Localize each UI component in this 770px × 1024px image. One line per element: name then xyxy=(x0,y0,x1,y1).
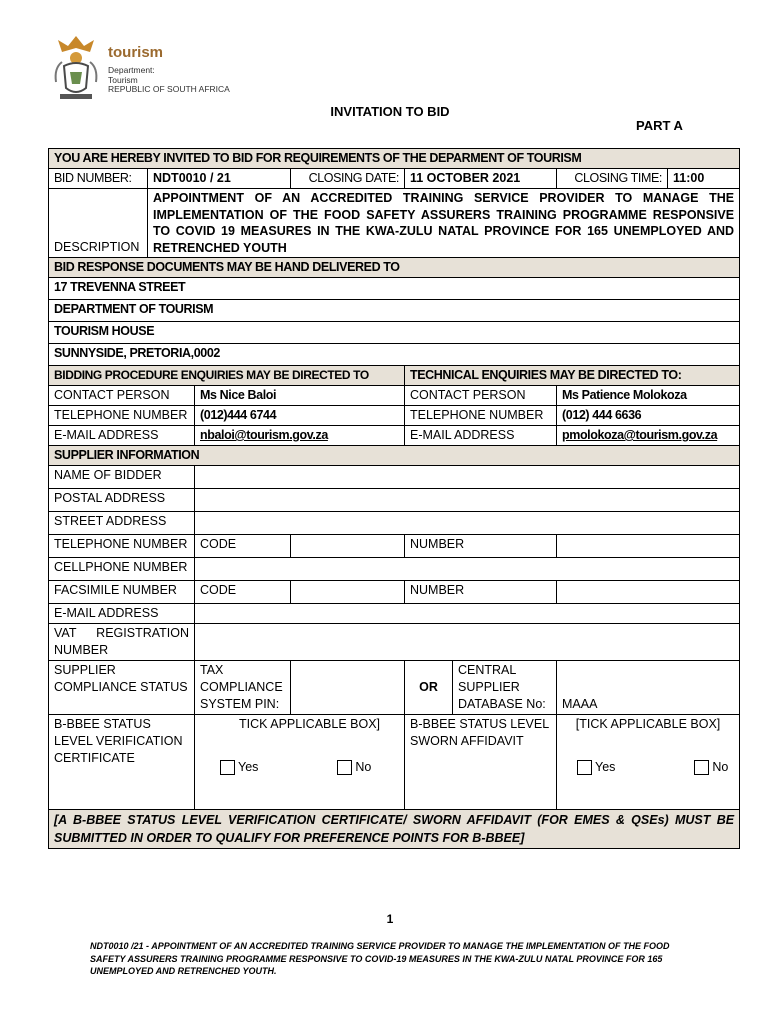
technical-enquiries-heading: TECHNICAL ENQUIRIES MAY BE DIRECTED TO: xyxy=(405,366,740,386)
bidding-enquiries-heading: BIDDING PROCEDURE ENQUIRIES MAY BE DIRECTED TO xyxy=(49,366,405,386)
facsimile-label: FACSIMILE NUMBER xyxy=(49,581,195,604)
yes-label: Yes xyxy=(238,760,259,774)
department-text: Department: Tourism REPUBLIC OF SOUTH AFRICA xyxy=(108,65,230,94)
delivery-line: TOURISM HOUSE xyxy=(49,322,740,344)
bidding-email-link[interactable]: nbaloi@tourism.gov.za xyxy=(195,426,405,446)
email-label: E-MAIL ADDRESS xyxy=(405,426,557,446)
page-number: 1 xyxy=(386,912,394,926)
tick-instruction: TICK APPLICABLE BOX] xyxy=(238,717,381,731)
no-label: No xyxy=(712,760,729,774)
bidder-name-field[interactable] xyxy=(195,466,740,489)
delivery-heading: BID RESPONSE DOCUMENTS MAY BE HAND DELIVERED TO xyxy=(49,258,740,278)
street-address-field[interactable] xyxy=(195,512,740,535)
email-address-field[interactable] xyxy=(195,604,740,624)
fax-number-field[interactable] xyxy=(557,581,740,604)
supplier-info-heading: SUPPLIER INFORMATION xyxy=(49,446,740,466)
technical-email-link[interactable]: pmolokoza@tourism.gov.za xyxy=(557,426,740,446)
bid-number: NDT0010 / 21 xyxy=(148,169,291,189)
bidding-contact: Ms Nice Baloi xyxy=(195,386,405,406)
fax-code-field[interactable] xyxy=(291,581,405,604)
telephone-code-field[interactable] xyxy=(291,535,405,558)
no-checkbox[interactable] xyxy=(694,760,709,775)
department-logo xyxy=(50,26,240,116)
cellphone-field[interactable] xyxy=(195,558,740,581)
description-label: DESCRIPTION xyxy=(49,189,148,258)
csd-label: CENTRAL SUPPLIER DATABASE No: xyxy=(453,661,557,715)
vat-label: VAT REGISTRATION NUMBER xyxy=(49,624,195,661)
document-title: INVITATION TO BID xyxy=(330,104,450,119)
code-label: CODE xyxy=(195,581,291,604)
phone-label: TELEPHONE NUMBER xyxy=(405,406,557,426)
telephone-label: TELEPHONE NUMBER xyxy=(49,535,195,558)
invitation-heading: YOU ARE HEREBY INVITED TO BID FOR REQUIREMENTS OF THE DEPARMENT OF TOURISM xyxy=(49,149,740,169)
footer-text: NDT0010 /21 - APPOINTMENT OF AN ACCREDITED TRAINING SERVICE PROVIDER TO MANAGE THE IMPLEMENTATION OF THE FOOD SAFETY ASSURERS TRAINING PROGRAMME RESPONSIVE TO COVID-19 MEASURES IN THE KWA-ZULU NATAL PROVINCE FOR 165 UNEMPLOYED AND RETRENCHED YOUTH. xyxy=(90,941,670,976)
bbbee-note: [A B-BBEE STATUS LEVEL VERIFICATION CERTIFICATE/ SWORN AFFIDAVIT (FOR EMES & QSEs) MUST BE SUBMITTED IN ORDER TO QUALIFY FOR PREFERENCE POINTS FOR B-BBEE] xyxy=(49,810,740,849)
yes-label: Yes xyxy=(595,760,616,774)
compliance-status-label: SUPPLIER COMPLIANCE STATUS xyxy=(49,661,195,715)
cellphone-label: CELLPHONE NUMBER xyxy=(49,558,195,581)
bbbee-certificate-options xyxy=(195,715,405,810)
bbbee-affidavit-options xyxy=(557,715,740,810)
no-checkbox[interactable] xyxy=(337,760,352,775)
closing-time: 11:00 xyxy=(668,169,740,189)
part-label: PART A xyxy=(636,118,683,133)
vat-field[interactable] xyxy=(195,624,740,661)
csd-number-field[interactable] xyxy=(557,661,740,715)
csd-prefix: MAAA xyxy=(562,697,598,711)
phone-label: TELEPHONE NUMBER xyxy=(49,406,195,426)
postal-address-field[interactable] xyxy=(195,489,740,512)
description: APPOINTMENT OF AN ACCREDITED TRAINING SERVICE PROVIDER TO MANAGE THE IMPLEMENTATION OF THE FOOD SAFETY ASSURERS TRAINING PROGRAMME RESPONSIVE TO COVID 19 MEASURES IN THE KWA-ZULU NATAL PROVINCE FOR 165 UNEMPLOYED AND RETRENCHED YOUTH xyxy=(148,189,740,258)
closing-date: 11 OCTOBER 2021 xyxy=(405,169,557,189)
closing-time-label: CLOSING TIME: xyxy=(557,169,668,189)
bidding-phone: (012)444 6744 xyxy=(195,406,405,426)
telephone-number-field[interactable] xyxy=(557,535,740,558)
tick-instruction: [TICK APPLICABLE BOX] xyxy=(575,717,721,731)
technical-contact: Ms Patience Molokoza xyxy=(557,386,740,406)
yes-checkbox[interactable] xyxy=(577,760,592,775)
street-address-label: STREET ADDRESS xyxy=(49,512,195,535)
number-label: NUMBER xyxy=(405,581,557,604)
bbbee-affidavit-label: B-BBEE STATUS LEVEL SWORN AFFIDAVIT xyxy=(405,715,557,810)
postal-address-label: POSTAL ADDRESS xyxy=(49,489,195,512)
tax-pin-field[interactable] xyxy=(291,661,405,715)
code-label: CODE xyxy=(195,535,291,558)
bidder-name-label: NAME OF BIDDER xyxy=(49,466,195,489)
technical-phone: (012) 444 6636 xyxy=(557,406,740,426)
delivery-line: SUNNYSIDE, PRETORIA,0002 xyxy=(49,344,740,366)
coat-of-arms-icon xyxy=(50,32,102,104)
bid-form xyxy=(48,148,740,849)
bbbee-certificate-label: B-BBEE STATUS LEVEL VERIFICATION CERTIFICATE xyxy=(49,715,195,810)
brand-name: tourism xyxy=(108,44,164,61)
contact-label: CONTACT PERSON xyxy=(49,386,195,406)
tax-pin-label: TAX COMPLIANCE SYSTEM PIN: xyxy=(195,661,291,715)
yes-checkbox[interactable] xyxy=(220,760,235,775)
number-label: NUMBER xyxy=(405,535,557,558)
email-label: E-MAIL ADDRESS xyxy=(49,426,195,446)
contact-label: CONTACT PERSON xyxy=(405,386,557,406)
closing-date-label: CLOSING DATE: xyxy=(291,169,405,189)
delivery-line: DEPARTMENT OF TOURISM xyxy=(49,300,740,322)
or-label: OR xyxy=(405,661,453,715)
no-label: No xyxy=(355,760,372,774)
bid-number-label: BID NUMBER: xyxy=(49,169,148,189)
delivery-line: 17 TREVENNA STREET xyxy=(49,278,740,300)
email-address-label: E-MAIL ADDRESS xyxy=(49,604,195,624)
